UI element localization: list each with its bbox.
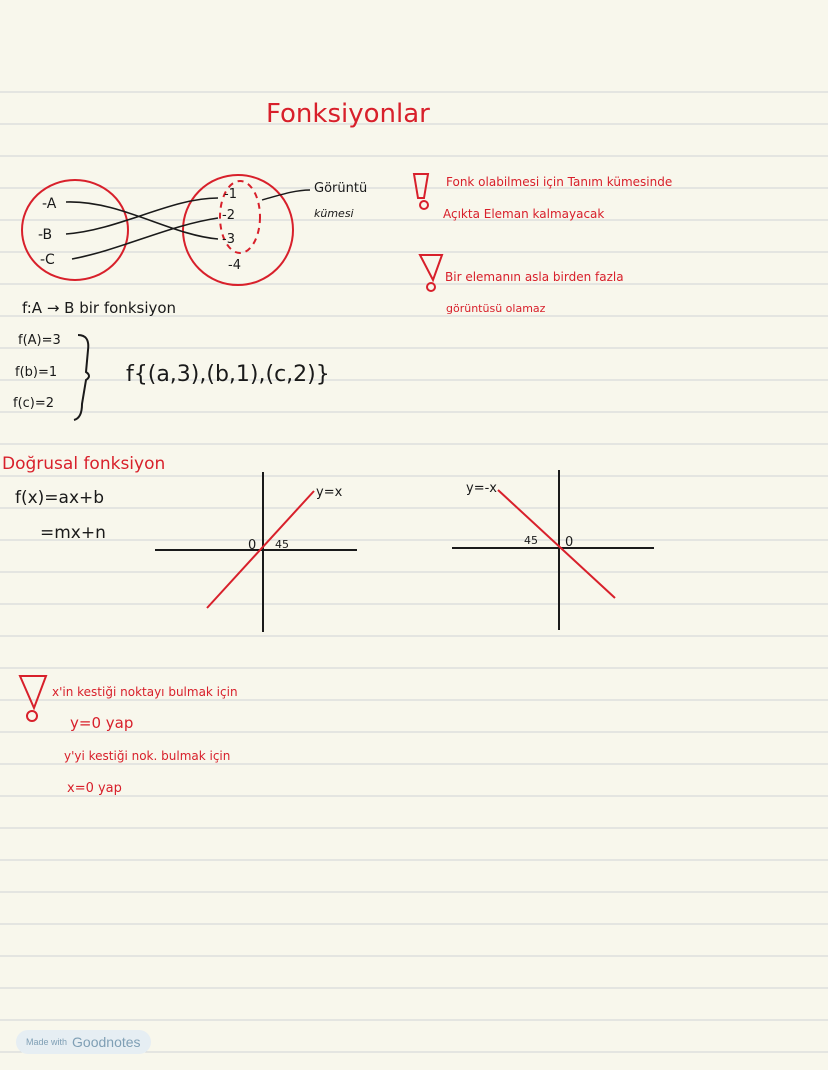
badge-made-with: Made with (26, 1037, 68, 1047)
badge-brand: Goodnotes (72, 1034, 141, 1050)
set-b-element: -1 (224, 187, 237, 202)
graph-1-angle: 45 (275, 538, 289, 551)
image-set-label: kümesi (314, 207, 354, 220)
function-statement: f:A → B bir fonksiyon (22, 299, 177, 317)
goodnotes-badge[interactable] (16, 1030, 151, 1054)
note-2-line-2: görüntüsü olamaz (446, 302, 546, 315)
set-a-element: -A (42, 196, 57, 212)
arrow-a-to-3 (66, 202, 218, 239)
set-a-element: -C (40, 252, 55, 268)
set-a-element: -B (38, 227, 53, 243)
note-1-line-1: Fonk olabilmesi için Tanım kümesinde (446, 175, 673, 189)
warning-mark-2 (420, 255, 442, 291)
image-label-pointer (262, 190, 310, 200)
graph-2-label: y=-x (466, 481, 497, 496)
function-equation: f(A)=3 (18, 333, 61, 348)
set-b-element: -3 (222, 232, 235, 247)
page-title: Fonksiyonlar (266, 99, 430, 129)
brace (74, 335, 89, 420)
intercept-line-1: x'in kestiği noktayı bulmak için (52, 685, 238, 699)
set-b-element: -2 (222, 208, 235, 223)
intercept-line-2: y=0 yap (70, 714, 134, 732)
linear-formula: =mx+n (40, 523, 106, 543)
image-set-label: Görüntü (314, 181, 368, 196)
intercept-line-4: x=0 yap (67, 781, 122, 796)
function-equation: f(b)=1 (15, 365, 58, 380)
note-1-line-2: Açıkta Eleman kalmayacak (443, 207, 605, 221)
graph-2-angle: 45 (524, 534, 538, 547)
warning-mark-1 (414, 174, 428, 209)
graph-1-origin: 0 (248, 538, 257, 553)
warning-mark-3 (20, 676, 46, 721)
set-notation: f{(a,3),(b,1),(c,2)} (126, 362, 330, 387)
linear-heading: Doğrusal fonksiyon (2, 454, 166, 474)
function-equation: f(c)=2 (13, 396, 55, 411)
intercept-line-3: y'yi kestiği nok. bulmak için (64, 749, 231, 763)
graph-2-origin: 0 (565, 535, 574, 550)
set-b-element: -4 (228, 258, 241, 273)
linear-formula: f(x)=ax+b (15, 488, 105, 508)
arrow-c-to-2 (72, 218, 218, 259)
note-2-line-1: Bir elemanın asla birden fazla (445, 270, 624, 284)
graph-1-label: y=x (316, 485, 343, 500)
